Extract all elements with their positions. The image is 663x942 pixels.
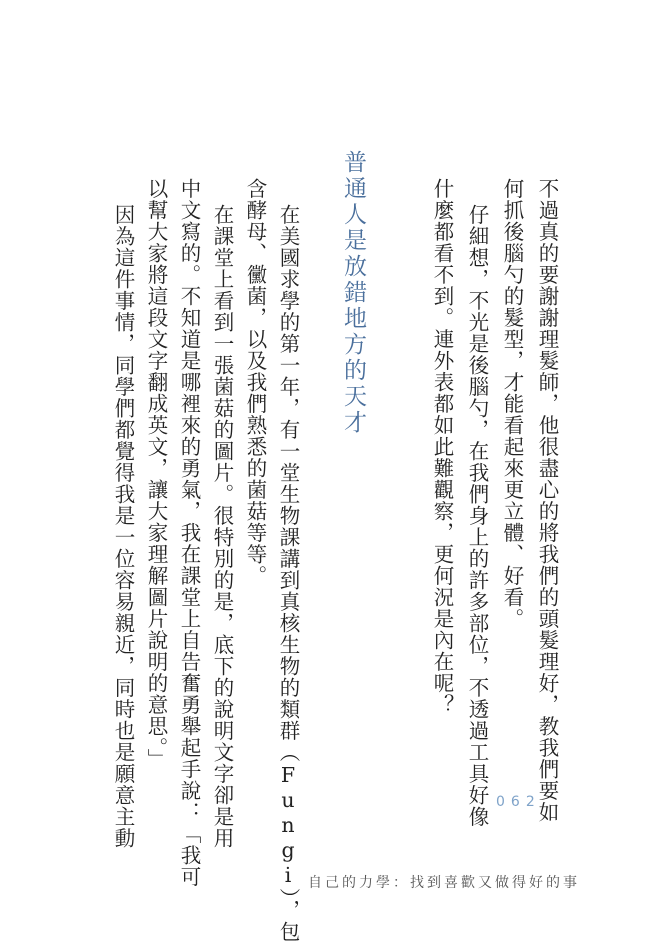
section-heading: 普通人是放錯地方的天才 [340,150,366,436]
body-text-column: 不過真的要謝謝理髮師，他很盡心的將我們的頭髮理好，教我們要如 [535,178,559,823]
body-text-column: 中文寫的。不知道是哪裡來的勇氣，我在課堂上自告奮勇舉起手說：「我可 [177,178,201,888]
body-text-column: 在課堂上看到一張菌菇的圖片。很特別的是，底下的說明文字卻是用 [210,204,234,849]
page-number: 062 [496,794,541,810]
body-text-column: 以幫大家將這段文字翻成英文，讓大家理解圖片說明的意思。」 [144,178,168,770]
book-title-footer: 自己的力學：找到喜歡又做得好的事 [308,875,580,891]
body-text-column: 什麼都看不到。連外表都如此難觀察，更何況是內在呢？ [430,178,454,716]
body-text-column: 在美國求學的第一年，有一堂生物課講到真核生物的類群（Fungi），包 [276,204,300,942]
body-text-column: 何抓後腦勺的髮型，才能看起來更立體、好看。 [500,178,524,630]
body-text-column: 含酵母、黴菌，以及我們熟悉的菌菇等等。 [243,178,267,587]
body-text-column: 因為這件事情，同學們都覺得我是一位容易親近，同時也是願意主動 [111,204,135,849]
body-text-column: 仔細想，不光是後腦勺，在我們身上的許多部位，不透過工具好像 [465,204,489,828]
